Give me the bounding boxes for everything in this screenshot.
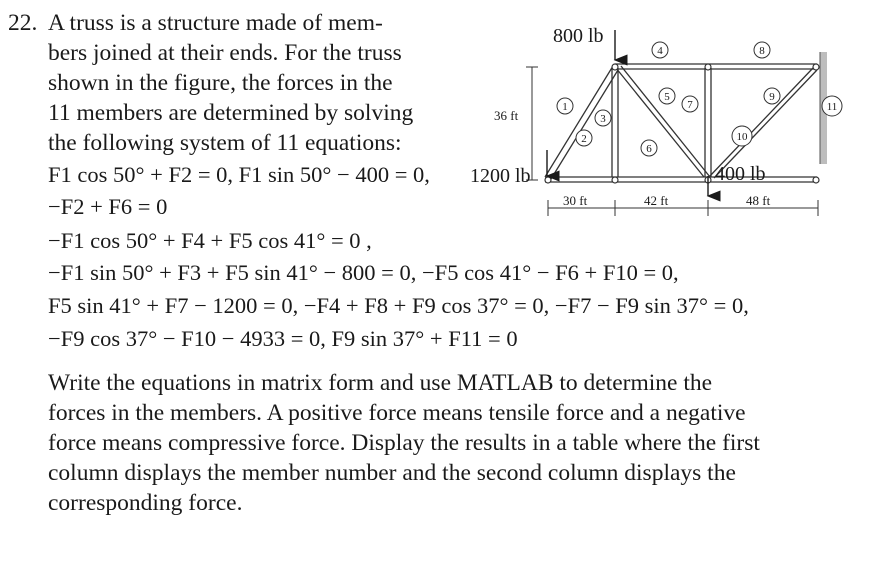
instruction-line: column displays the member number and the second column displays the (48, 460, 736, 486)
member-label: 5 (664, 91, 670, 103)
equation-line: −F2 + F6 = 0 (48, 194, 168, 219)
dim-label: 42 ft (644, 193, 669, 208)
equation-line: F1 cos 50° + F2 = 0, F1 sin 50° − 400 = 0, (48, 162, 430, 187)
load-arrows (547, 30, 708, 196)
member-label: 9 (769, 91, 775, 103)
member-label: 10 (736, 131, 748, 143)
intro-line: shown in the figure, the forces in the (48, 70, 393, 96)
member-label: 11 (826, 101, 838, 113)
instruction-line: Write the equations in matrix form and use MATLAB to determine the (48, 370, 713, 396)
member-label: 6 (646, 143, 652, 155)
load-label-left: 1200 lb (470, 165, 531, 187)
truss-joints (545, 64, 819, 183)
instruction-line: force means compressive force. Display the results in a table where the first (48, 430, 760, 456)
member-label: 8 (759, 45, 765, 57)
equation-line: F5 sin 41° + F7 − 1200 = 0, −F4 + F8 + F9 cos 37° = 0, −F7 − F9 sin 37° = 0, (48, 293, 749, 318)
member-label: 2 (581, 133, 587, 145)
intro-line: A truss is a structure made of mem- (48, 10, 383, 36)
problem-number: 22. (8, 10, 38, 36)
intro-line: bers joined at their ends. For the truss (48, 40, 402, 66)
span-dimensions (548, 200, 818, 216)
load-label-right: 400 lb (715, 163, 766, 185)
dim-label: 30 ft (563, 193, 588, 208)
load-label-top: 800 lb (553, 25, 604, 47)
instruction-line: corresponding force. (48, 490, 243, 516)
member-label: 1 (562, 101, 568, 113)
intro-line: the following system of 11 equations: (48, 130, 402, 156)
equation-line: −F9 cos 37° − F10 − 4933 = 0, F9 sin 37° + F11 = 0 (48, 326, 518, 351)
equation-line: −F1 sin 50° + F3 + F5 sin 41° − 800 = 0, −F5 cos 41° − F6 + F10 = 0, (48, 260, 679, 285)
height-label: 36 ft (494, 108, 519, 123)
equation-line: −F1 cos 50° + F4 + F5 cos 41° = 0 , (48, 228, 372, 253)
truss-members (545, 64, 817, 182)
instruction-line: forces in the members. A positive force means tensile force and a negative (48, 400, 746, 426)
height-dimension (526, 67, 538, 180)
dim-label: 48 ft (746, 193, 771, 208)
member-label: 7 (687, 99, 693, 111)
intro-line: 11 members are determined by solving (48, 100, 414, 126)
member-label: 3 (600, 113, 606, 125)
member-label: 4 (657, 45, 663, 57)
